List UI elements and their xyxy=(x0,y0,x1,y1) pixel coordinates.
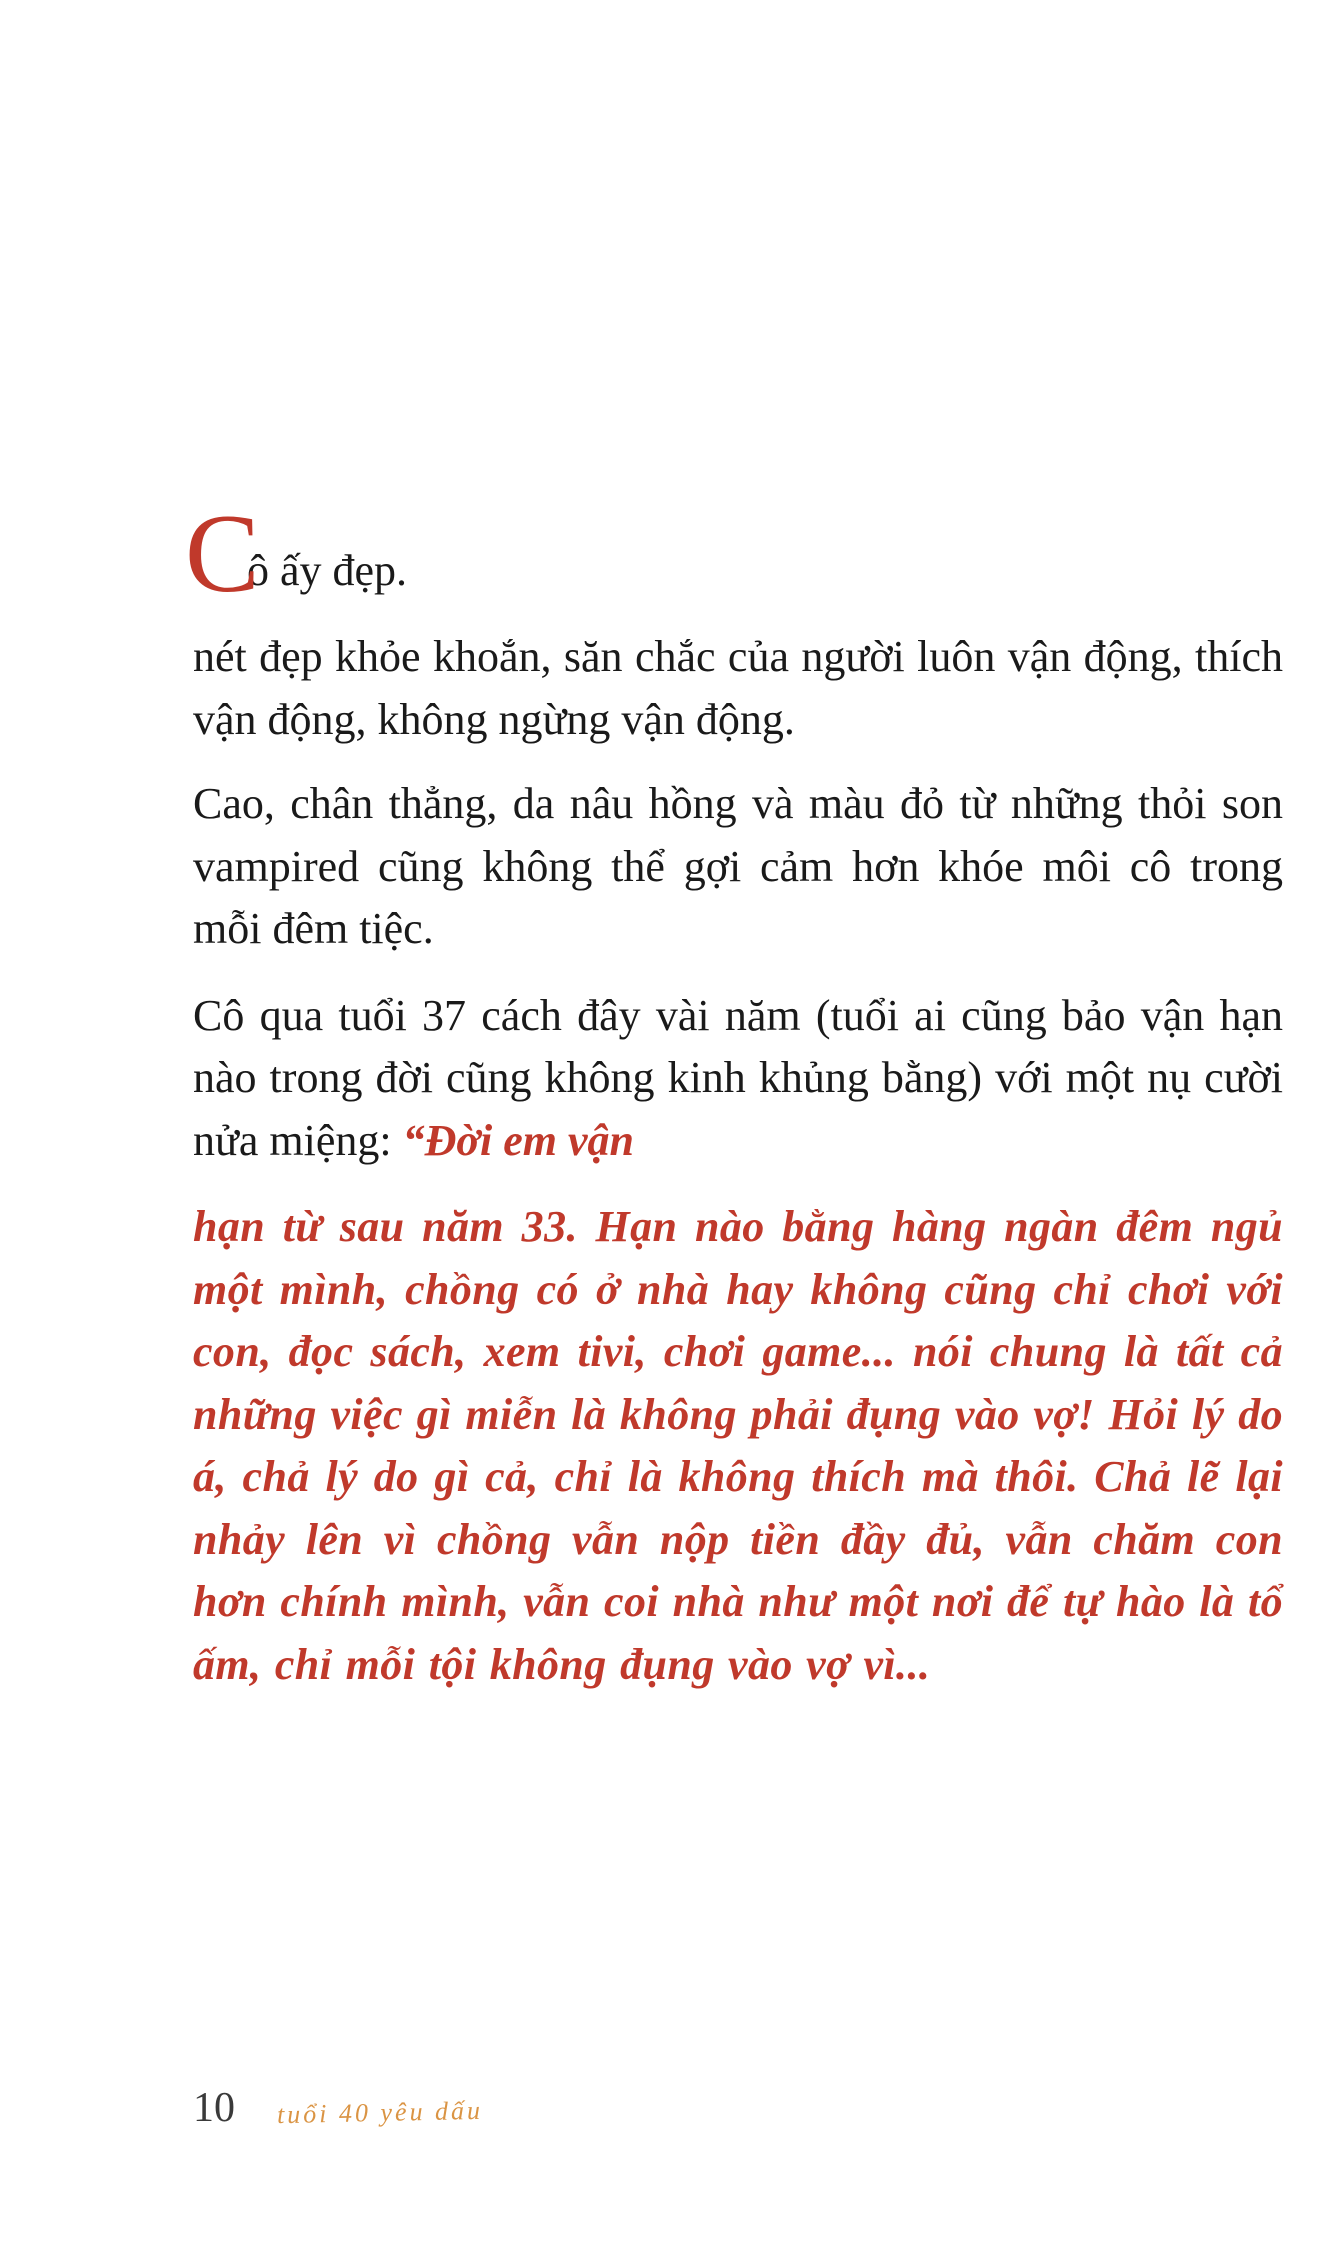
quote-opening: “Đời em vận xyxy=(402,1115,634,1165)
page-number: 10 xyxy=(193,2085,235,2131)
paragraph-2: Cao, chân thẳng, da nâu hồng và màu đỏ từ những thỏi son vampired cũng không thể gợi cảm hơn khóe môi cô trong mỗi đêm tiệc. xyxy=(193,779,1283,954)
opening-line xyxy=(185,492,1283,616)
opening-sentence: ô ấy đẹp. xyxy=(247,546,408,595)
page-body xyxy=(185,492,1283,1706)
paragraph-3 xyxy=(193,985,1283,1172)
running-head: tuổi 40 yêu dấu xyxy=(276,2095,484,2130)
paragraph-1: nét đẹp khỏe khoắn, săn chắc của người luôn vận động, thích vận động, không ngừng vận động. xyxy=(193,632,1283,744)
page-footer xyxy=(193,2084,483,2132)
drop-cap: C xyxy=(185,492,260,616)
quoted-red-paragraph: hạn từ sau năm 33. Hạn nào bằng hàng ngàn đêm ngủ một mình, chồng có ở nhà hay không cũng chỉ chơi với con, đọc sách, xem tivi, chơi game... nói chung là tất cả những việc gì miễn là không phải đụng vào vợ! Hỏi lý do á, chả lý do gì cả, chỉ là không thích mà thôi. Chả lẽ lại nhảy lên vì chồng vẫn nộp tiền đầy đủ, vẫn chăm con hơn chính mình, vẫn coi nhà như một nơi để tự hào là tổ ấm, chỉ mỗi tội không đụng vào vợ vì... xyxy=(193,1202,1283,1689)
paragraph-3-plain: Cô qua tuổi 37 cách đây vài năm (tuổi ai cũng bảo vận hạn nào trong đời cũng không kinh khủng bằng) với một nụ cười nửa miệng: xyxy=(193,990,1283,1165)
